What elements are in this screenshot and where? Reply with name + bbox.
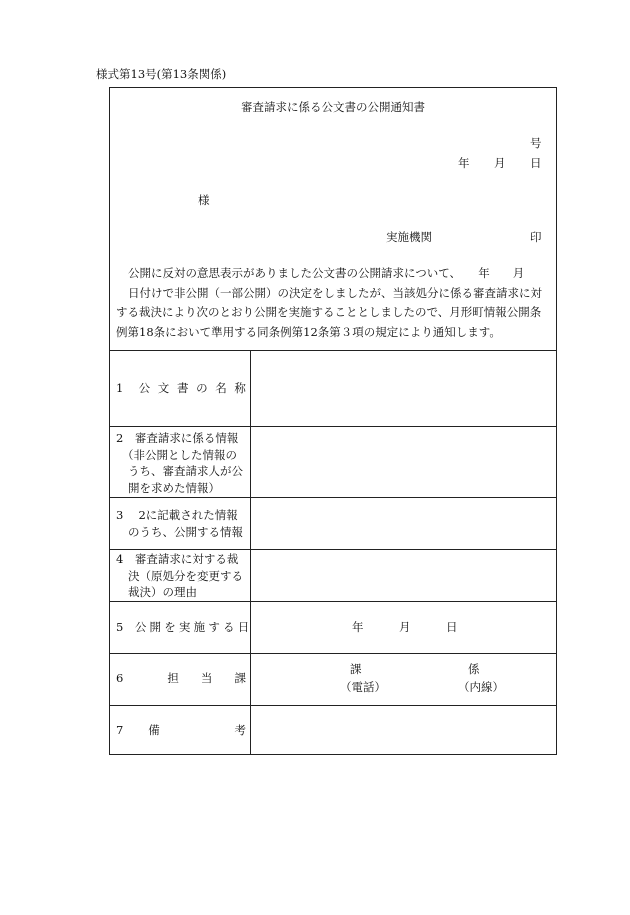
number-suffix: 号 <box>530 136 542 150</box>
date-year: 年 <box>458 156 470 170</box>
body-line: 例第18条において準用する同条例第12条第３項の規定により通知します。 <box>116 324 501 339</box>
row-divider <box>110 601 556 602</box>
row-3-label: 3 2に記載された情報 のうち、公開する情報 <box>116 508 243 539</box>
date-month: 月 <box>494 156 506 170</box>
row-1-label: 1 公 文 書 の 名 称 <box>116 381 246 395</box>
row-5-label: 5 公開を実施する日 <box>116 620 253 634</box>
row-divider <box>110 497 556 498</box>
agency-label: 実施機関 <box>386 230 432 244</box>
row-5-day: 日 <box>446 620 458 634</box>
row-6-kakari: 係 <box>468 662 480 676</box>
row-divider <box>110 549 556 550</box>
row-2-label: 2 審査請求に係る情報 （非公開とした情報の うち、審査請求人が公 開を求めた情報） <box>116 431 243 495</box>
row-6-phone: （電話） <box>340 680 386 694</box>
row-divider <box>110 705 556 706</box>
row-7-label: 7 備 考 <box>116 723 246 737</box>
table-top-border <box>110 350 556 351</box>
row-5-month: 月 <box>399 620 411 634</box>
notice-body <box>116 264 550 342</box>
body-line: する裁決により次のとおり公開を実施することとしましたので、月形町情報公開条 <box>116 305 542 319</box>
row-6-ka: 課 <box>350 662 362 676</box>
body-line: 日付けで非公開（一部公開）の決定をしましたが、当該処分に係る審査請求に対 <box>128 285 542 300</box>
row-divider <box>110 426 556 427</box>
form-title: 審査請求に係る公文書の公開通知書 <box>241 100 425 114</box>
row-6-label: 6 担 当 課 <box>116 671 246 685</box>
row-divider <box>110 653 556 654</box>
date-day: 日 <box>530 156 542 170</box>
seal-mark: 印 <box>530 230 542 244</box>
notice-form-frame <box>109 87 557 755</box>
row-6-extension: （内線） <box>458 680 504 694</box>
row-4-label: 4 審査請求に対する裁 決（原処分を変更する 裁決）の理由 <box>116 552 243 599</box>
form-number-label: 様式第13号(第13条関係) <box>96 67 227 81</box>
column-divider <box>250 350 251 754</box>
body-line: 公開に反対の意思表示がありました公文書の公開請求について、 年 月 <box>128 266 525 280</box>
addressee-suffix: 様 <box>198 193 210 207</box>
row-5-year: 年 <box>352 620 364 634</box>
